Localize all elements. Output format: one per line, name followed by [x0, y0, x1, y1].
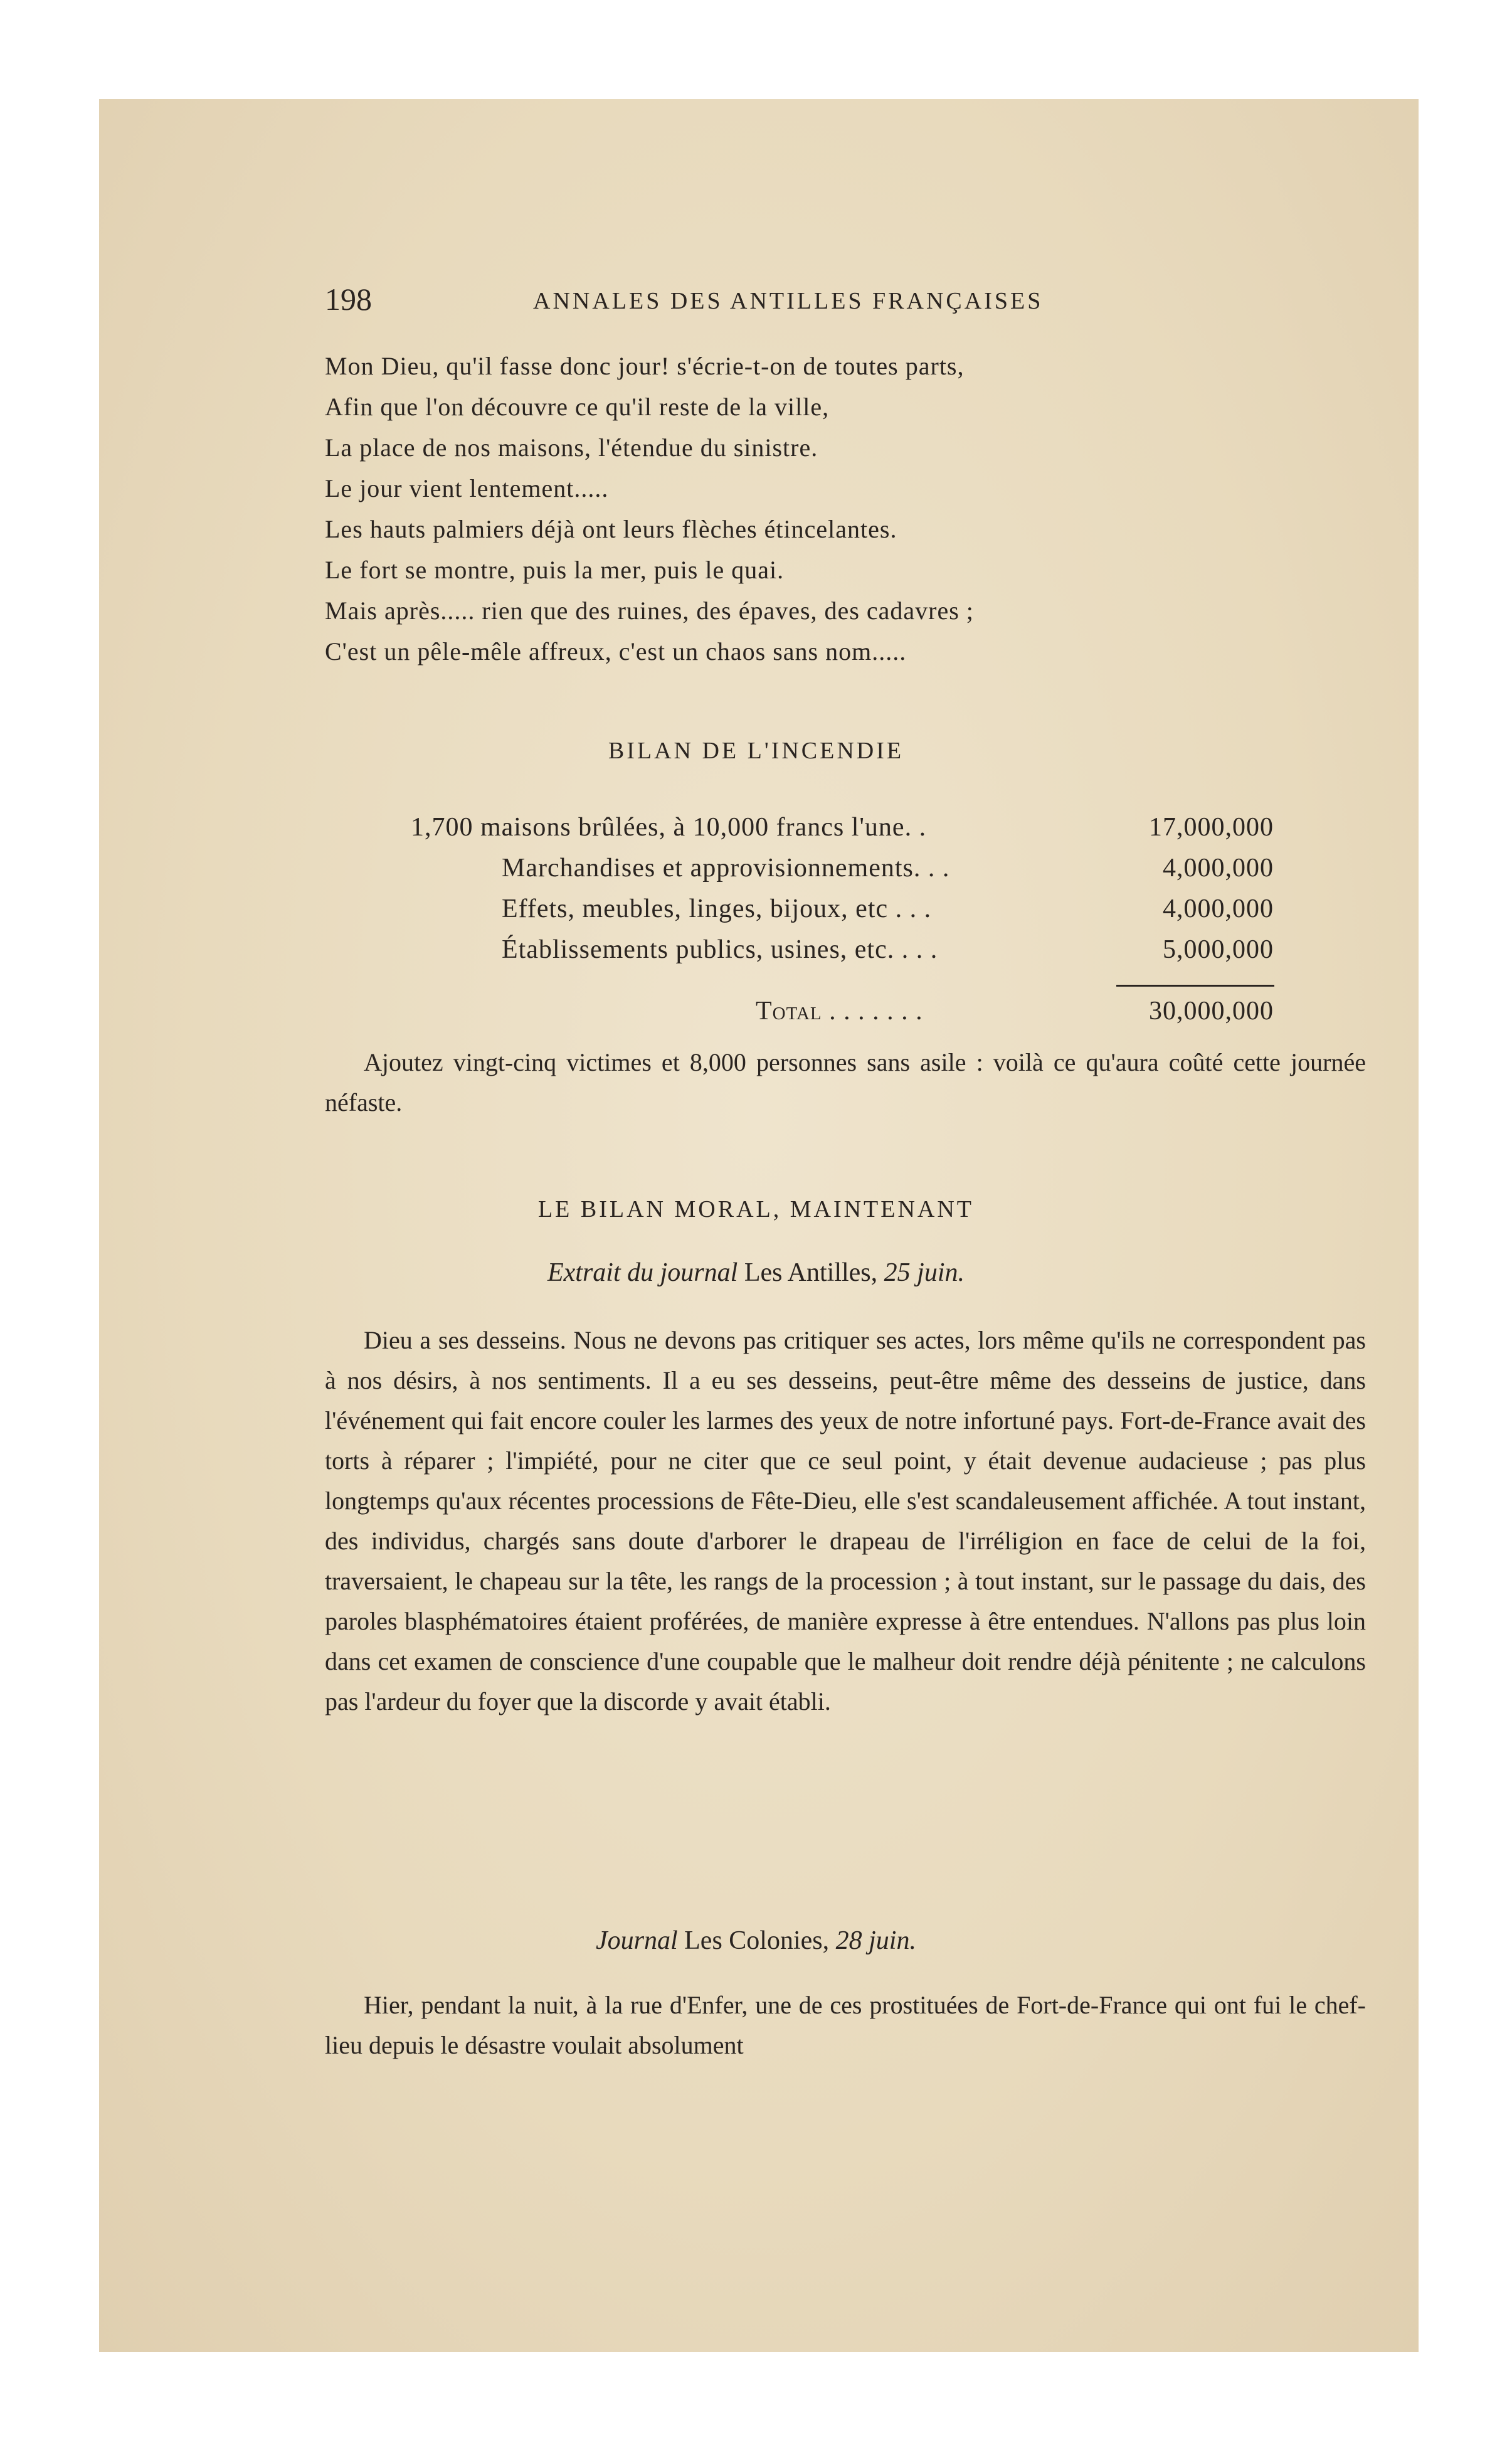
source-date: 28 juin. — [835, 1926, 916, 1955]
bilan-row-value: 4,000,000 — [1163, 854, 1274, 883]
moral-paragraph: Dieu a ses desseins. Nous ne devons pas critiquer ses actes, lors même qu'ils ne correspondent pas à nos désirs, à nos sentiments. Il a eu ses desseins, peut-être même des desseins de justice, dans l'événement qui fait encore couler les larmes des yeux de notre infortuné pays. Fort-de-France avait des torts à réparer ; l'impiété, pour ne citer que ce seul point, y était devenue audacieuse ; pas plus longtemps qu'aux récentes processions de Fête-Dieu, elle s'est scandaleusement affichée. A tout instant, des individus, chargés sans doute d'arborer le drapeau de l'irréligion en face de celui de la foi, traversaient, le chapeau sur la tête, les rangs de la procession ; à tout instant, sur le passage du dais, des paroles blasphématoires étaient proférées, de manière expresse à être entendues. N'allons pas plus loin dans cet examen de conscience d'une coupable que le malheur doit rendre déjà pénitente ; ne calculons pas l'ardeur du foyer que la discorde y avait établi. — [325, 1326, 1366, 1716]
source-date: 25 juin. — [884, 1258, 965, 1287]
poem-line: C'est un pêle-mêle affreux, c'est un chaos sans nom..... — [325, 637, 907, 666]
bilan-row-value: 5,000,000 — [1163, 935, 1274, 964]
moral-title: LE BILAN MORAL, MAINTENANT — [537, 1196, 975, 1222]
moral-source — [0, 1258, 1512, 1288]
running-title: ANNALES DES ANTILLES FRANÇAISES — [533, 288, 1044, 314]
bilan-row-label: Établissements publics, usines, etc. . . . — [502, 935, 938, 964]
bilan-row-label: 1,700 maisons brûlées, à 10,000 francs l'une. . — [411, 813, 927, 842]
bilan-row-label: Effets, meubles, linges, bijoux, etc . . . — [502, 894, 932, 923]
poem-line: Le jour vient lentement..... — [325, 474, 609, 502]
source-name: Les Colonies, — [684, 1926, 830, 1955]
total-label: Total . . . . . . . — [756, 997, 923, 1026]
colonies-source — [0, 1926, 1512, 1956]
poem-line: Afin que l'on découvre ce qu'il reste de la ville, — [325, 393, 830, 421]
page-number: 198 — [325, 282, 372, 317]
poem-line: Le fort se montre, puis la mer, puis le quai. — [325, 556, 785, 584]
source-italic: Extrait du journal — [547, 1258, 738, 1287]
source-italic: Journal — [596, 1926, 678, 1955]
total-rule — [1116, 985, 1274, 987]
bilan-title: BILAN DE L'INCENDIE — [608, 738, 904, 764]
bilan-row-label: Marchandises et approvisionnements. . . — [502, 854, 950, 883]
total-value: 30,000,000 — [1149, 997, 1274, 1026]
poem-line: La place de nos maisons, l'étendue du sinistre. — [325, 433, 818, 462]
bilan-row-value: 4,000,000 — [1163, 894, 1274, 923]
poem-line: Mon Dieu, qu'il fasse donc jour! s'écrie-t-on de toutes parts, — [325, 352, 965, 380]
poem-line: Mais après..... rien que des ruines, des épaves, des cadavres ; — [325, 597, 974, 625]
poem-line: Les hauts palmiers déjà ont leurs flèches étincelantes. — [325, 515, 897, 543]
colonies-paragraph: Hier, pendant la nuit, à la rue d'Enfer, une de ces prostituées de Fort-de-France qui ont fui le chef-lieu depuis le désastre voulait absolument — [325, 1991, 1366, 2059]
bilan-row-value: 17,000,000 — [1149, 813, 1274, 842]
source-name: Les Antilles, — [744, 1258, 878, 1287]
bilan-summary-paragraph: Ajoutez vingt-cinq victimes et 8,000 personnes sans asile : voilà ce qu'aura coûté cette journée néfaste. — [325, 1048, 1366, 1116]
